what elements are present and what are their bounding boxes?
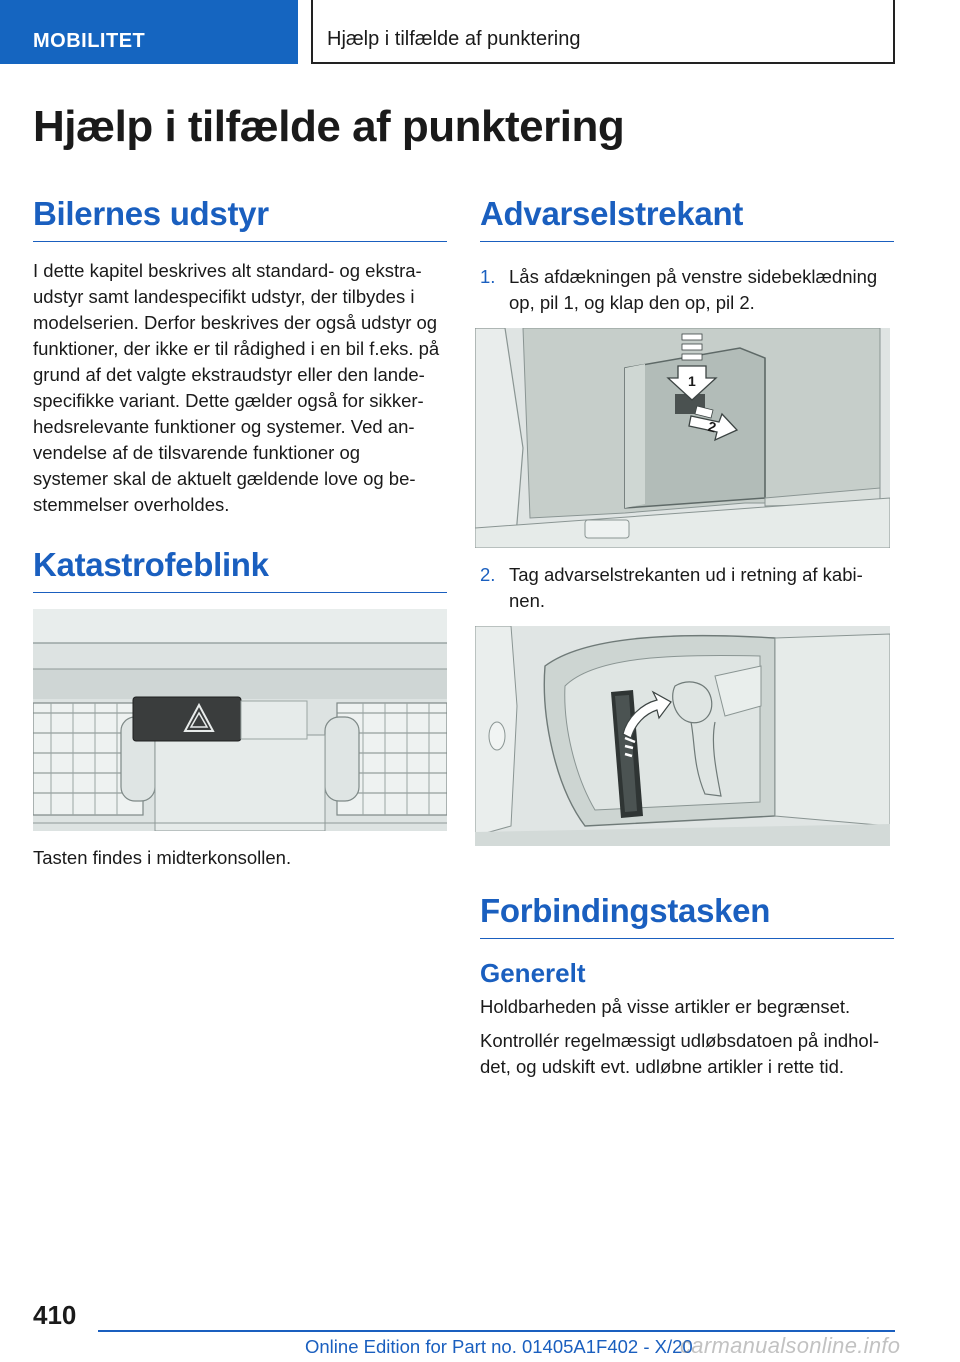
step-line: Tag advarselstrekanten ud i retning af kabi- <box>509 564 863 585</box>
equipment-line: funktioner, der ikke er til rådighed i en bil f.eks. på <box>33 338 440 359</box>
kit-paragraph-1: Holdbarheden på visse artikler er begrænset. <box>480 996 851 1017</box>
equipment-line: grund af det valgte ekstraudstyr eller den lande- <box>33 364 425 385</box>
section-tab: MOBILITET <box>0 0 298 64</box>
equipment-line: systemer skal de aktuelt gældende love og be- <box>33 468 416 489</box>
step-text <box>509 264 895 316</box>
equipment-line: I dette kapitel beskrives alt standard- og ekstra- <box>33 260 422 281</box>
kit-line: Kontrollér regelmæssigt udløbsdatoen på indhol- <box>480 1030 879 1051</box>
equipment-line: udstyr samt landespecifikt udstyr, der tilbydes i <box>33 286 415 307</box>
arrow-label-1: 1 <box>688 373 696 389</box>
watermark: carmanualsonline.info <box>680 1333 901 1358</box>
equipment-line: stemmelser overholdes. <box>33 494 230 515</box>
arrow-label-2: 2 <box>706 418 718 436</box>
heading-warning-triangle: Advarselstrekant <box>480 195 894 242</box>
step-line: Lås afdækningen på venstre sidebeklædning <box>509 266 878 287</box>
step-number: 1. <box>480 266 496 287</box>
heading-equipment: Bilernes udstyr <box>33 195 447 242</box>
step-text <box>509 562 895 614</box>
hazard-caption: Tasten findes i midterkonsollen. <box>33 847 292 868</box>
trim-cover-illustration <box>475 328 890 548</box>
page-number: 410 <box>33 1300 77 1330</box>
heading-hazard: Katastrofeblink <box>33 546 447 593</box>
heading-first-aid-kit: Forbindingstasken <box>480 892 894 939</box>
edition-note: Online Edition for Part no. 01405A1F402 - X/20 <box>305 1336 693 1357</box>
step-line: nen. <box>509 590 546 611</box>
equipment-line: vendelse af de tilsvarende funktioner og <box>33 442 361 463</box>
step-line: op, pil 1, og klap den op, pil 2. <box>509 292 755 313</box>
equipment-line: modelserien. Derfor beskrives der også udstyr og <box>33 312 438 333</box>
equipment-paragraph <box>33 258 447 518</box>
hazard-console-illustration <box>33 609 447 831</box>
kit-line: det, og udskift evt. udløbne artikler i rette tid. <box>480 1056 845 1077</box>
footer-rule <box>98 1330 895 1332</box>
triangle-removal-illustration <box>475 626 890 846</box>
equipment-line: hedsrelevante funktioner og systemer. Ved an- <box>33 416 415 437</box>
chapter-header: Hjælp i tilfælde af punktering <box>311 0 895 64</box>
subheading-general: Generelt <box>480 958 586 988</box>
kit-paragraph-2 <box>480 1028 894 1080</box>
step-number: 2. <box>480 564 496 585</box>
page-title: Hjælp i tilfælde af punktering <box>33 102 625 151</box>
equipment-line: specifikke variant. Dette gælder også for sikker- <box>33 390 424 411</box>
